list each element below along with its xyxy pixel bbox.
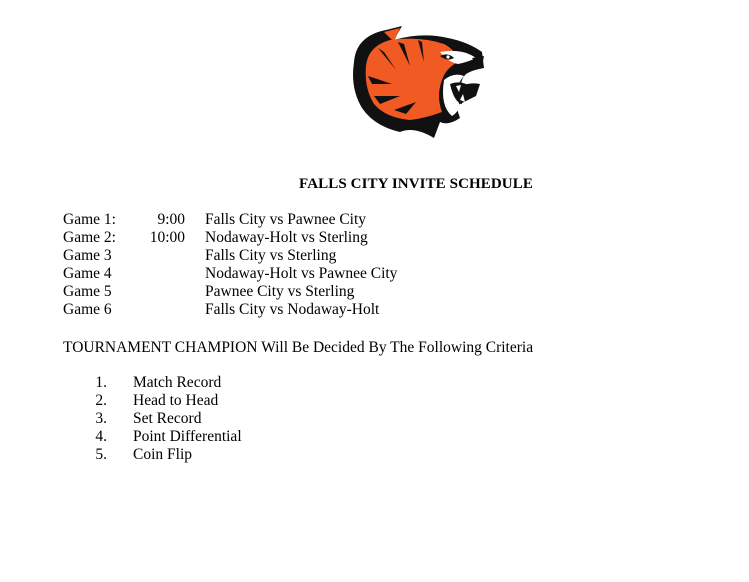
criteria-number: 1. <box>95 374 107 391</box>
game-matchup: Nodaway-Holt vs Pawnee City <box>205 265 398 282</box>
game-label: Game 6 <box>63 301 112 318</box>
criteria-text: Point Differential <box>133 428 242 445</box>
game-matchup: Nodaway-Holt vs Sterling <box>205 229 368 246</box>
criteria-text: Match Record <box>133 374 222 391</box>
game-matchup: Pawnee City vs Sterling <box>205 283 355 300</box>
game-time: 9:00 <box>157 211 185 228</box>
game-label: Game 3 <box>63 247 112 264</box>
criteria-heading: TOURNAMENT CHAMPION Will Be Decided By The Following Criteria <box>63 339 534 356</box>
criteria-text: Head to Head <box>133 392 219 409</box>
game-matchup: Falls City vs Sterling <box>205 247 337 264</box>
criteria-text: Coin Flip <box>133 446 193 463</box>
criteria-number: 3. <box>95 410 107 427</box>
game-label: Game 2: <box>63 229 116 246</box>
game-label: Game 5 <box>63 283 112 300</box>
criteria-number: 5. <box>95 446 107 463</box>
tiger-head-icon <box>344 22 494 144</box>
game-matchup: Falls City vs Nodaway-Holt <box>205 301 380 318</box>
game-label: Game 1: <box>63 211 116 228</box>
criteria-number: 2. <box>95 392 107 409</box>
game-time: 10:00 <box>149 229 185 246</box>
game-matchup: Falls City vs Pawnee City <box>205 211 367 228</box>
tiger-logo <box>344 22 494 144</box>
criteria-number: 4. <box>95 428 107 445</box>
schedule-title: FALLS CITY INVITE SCHEDULE <box>299 176 533 192</box>
criteria-text: Set Record <box>133 410 202 427</box>
game-label: Game 4 <box>63 265 112 282</box>
